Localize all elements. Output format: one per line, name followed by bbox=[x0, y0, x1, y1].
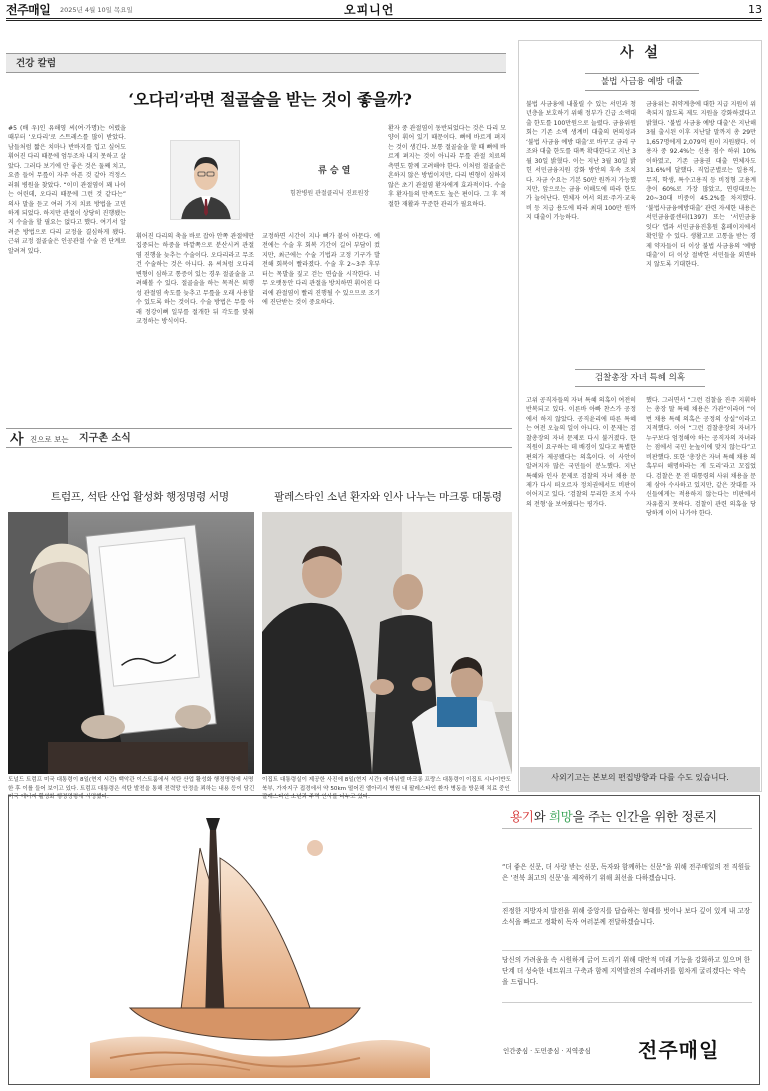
editorial-disclaimer: 사외기고는 본보의 편집방향과 다를 수도 있습니다. bbox=[551, 773, 729, 782]
ad-divider-2 bbox=[502, 950, 752, 951]
newspaper-logo: 전주매일 bbox=[6, 3, 51, 17]
photo-2-macron bbox=[262, 512, 512, 774]
author-portrait-icon bbox=[171, 141, 240, 220]
photo-news-tag-mid: 진으로 보는 bbox=[30, 435, 69, 444]
ad-headline-rest: 을 주는 인간을 위한 정론지 bbox=[572, 809, 717, 824]
editorial-2-text-a: 고위 공직자들의 자녀 특혜 의혹이 여전히 반복되고 있다. 이른바 아빠 찬스가 공정에서 하지 않았다. 공직윤리에 따른 특혜는 여전 오늘의 일이 아니다. 이 문제는 검찰총장의 자녀 문제로 다시 불거졌다. 한 직원이 요구하는 데 배경이 있다고 특별한 편의가 제공됐다는 의혹이다. 이 사안이 알려지자 많은 국민들이 분노했다. 지난 특혜와 인사 문제로 검찰의 자녀 채용 문제가 다시 떠오르자 정치권에서도 비판이 이어지고 있다. ‘검찰의 무리한 조치 수사의 전형’을 보여줬다는 평가다. bbox=[526, 397, 636, 508]
editorial-heading: 사 설 bbox=[620, 45, 661, 61]
editorial-1-text-a: 불법 사금융에 내몰릴 수 있는 서민과 청년층을 보호하기 위해 정부가 긴급 소액대출 한도를 100만원으로 늘렸다. 금융위원회는 기존 소액 생계비 대출의 편의성과 ‘불법 사금융 예방 대출’로 바꾸고 금리 구조와 대출 한도를 대폭 확대한다고 지난 3월 30일 밝혔다. 이는 지난 3월 30일 밝힌 서민금융지원 강화 방안의 후속 조치다. 자금 수요는 기본 50만 원까지 가능했지만, 앞으로는 금융 이해도에 따라 한도가 늘어난다. 연체자 여서 의료·주거·교육비 등 지급 용도에 따라 최대 100만 원까지 대출이 가능하다. bbox=[526, 101, 636, 222]
editorial-sub2-rule-bottom bbox=[575, 386, 705, 387]
column-text-4: 환자 중 관절염이 동반되었다는 것은 다리 모양이 휘어 있기 때문이다. 뼈에 바르게 펴지는 것이 생긴다. 보통 절골술을 할 때 뼈에 바르게 펴지는 것이 아니라 무릎 관절 치료의 측면도 함께 고려해야 한다. 이처럼 절골술은 흔하지 않은 방법이지만, 다리 변형이 심하지 않은 초기 관절염 환자에게 효과적이다. 수술 후 환자들의 만족도도 높은 편이다. 그 후 적절한 재활과 꾸준한 관리가 필요하다. bbox=[388, 125, 506, 208]
editorial-sub-rule-bottom bbox=[585, 90, 699, 91]
ad-headline-hope: 희망 bbox=[549, 809, 573, 824]
column-text-1: #5 (배 우)인 유해영 씨(여·가명)는 어렸을 때부터 ‘오다리’로 스트레스를 많이 받았다. 남들처럼 짧은 치마나 반바지를 입고 싶어도 휘어진 다리 때문에 엄두조차 내지 못하고 살았다. 그러다 보기에 안 좋은 것은 둘째 치고, 요즘 들어 무릎이 자주 아픈 것 같아 걱정스러워 병원을 찾았다. “이미 관절염이 꽤 나이는 어린데, 오다리 때문에 그런 것 같다는” 의사 말을 듣고 여러 가지 치료 방법을 고민하게 되었다. 하지만 관절이 상당히 진행됐는지 수술을 할 필요는 없다고 했다. 여기서 알려준 방법으로 다리 교정을 결심하게 됐다. 근위 교정 절골술은 인공관절 수술 전 단계로 알려져 있다. bbox=[8, 125, 126, 255]
photo-news-tag-bar bbox=[6, 428, 512, 448]
ad-headline-rule bbox=[502, 828, 752, 829]
ad-logo: 전주매일 bbox=[638, 1038, 720, 1062]
column-title: ‘오다리’라면 절골술을 받는 것이 좋을까? bbox=[128, 90, 412, 109]
photo-news-tag-initial: 사 bbox=[10, 432, 24, 448]
photo-2-caption: 이집트 대통령실이 제공한 사진에 8일(현지 시간) 에마뉘엘 마크롱 프랑스 대통령이 이집트 시나이반도 북부, 가자지구 접경에서 약 50km 떨어진 엘아리시 병원 내 팔레스타인 환자 병동을 방문해 치료 중인 팔레스타인 소년과 주먹 인사를 나누고 있다. bbox=[262, 777, 512, 801]
author-photo bbox=[170, 140, 240, 220]
ad-divider-1 bbox=[502, 902, 752, 903]
photo-1-title: 트럼프, 석탄 산업 활성화 행정명령 서명 bbox=[51, 491, 229, 503]
ad-divider-3 bbox=[502, 1002, 752, 1003]
column-text-3: 교정하면 시간이 지나 뼈가 붙어 아문다. 예전에는 수술 후 회복 기간이 길어 부담이 컸지만, 최근에는 수술 기법과 고정 기구가 발전해 회복이 빨라졌다. 수술 후 2~3주 후부터는 목발을 짚고 걷는 연습을 시작한다. 너무 오랫동안 다리 관절을 방치하면 휘어진 다리에 관절염이 빨리 진행될 수 있으므로 조기에 진단받는 것이 중요하다. bbox=[262, 233, 380, 307]
photo-1-caption: 도널드 트럼프 미국 대통령이 8일(현지 시간) 백악관 이스트룸에서 석탄 산업 활성화 행정명령에 서명한 후 이를 들어 보이고 있다. 트럼프 대통령은 석탄 발전을 통해 전력망 안정을 꾀하는 내용 등이 담긴 미국 에너지 활성화 행정명령에 서명했다. bbox=[8, 777, 255, 801]
ad-paragraph-2: 진정한 지방자치 발전을 위해 중앙지를 답습하는 형태를 벗어나 보다 깊이 있게 내 고장 소식을 빠르고 정확히 독자 여러분께 전달하겠습니다. bbox=[502, 907, 751, 926]
author-name: 류 승 열 bbox=[318, 166, 351, 176]
section-title: 오피니언 bbox=[344, 3, 395, 17]
macron-hospital-photo-icon bbox=[262, 512, 512, 774]
photo-news-tag-main: 지구촌 소식 bbox=[79, 433, 131, 444]
column-tag: 건강 칼럼 bbox=[16, 58, 57, 69]
ad-slogan: 인간중심 · 도민중심 · 지역중심 bbox=[503, 1047, 591, 1055]
editorial-disclaimer-bar bbox=[520, 767, 760, 791]
editorial-subtitle-1: 불법 사금융 예방 대출 bbox=[600, 77, 683, 87]
ad-paragraph-1: “더 좋은 신문, 더 사랑 받는 신문, 독자와 함께하는 신문”을 위해 전주매일의 전 직원들은 ‘전북 최고의 신문’을 제작하기 위해 최선을 다하겠습니다. bbox=[502, 863, 751, 882]
column-text-2: 휘어진 다리의 축을 바로 잡아 안쪽 관절에만 집중되는 하중을 바깥쪽으로 분산시켜 관절염 진행을 늦추는 수술이다. 오다리라고 무조건 수술하는 것은 아니다. 유 씨처럼 오다리 변형이 심하고 통증이 있는 경우 절골술을 고려해볼 수 있다. 절골술을 하는 목적은 퇴행성 관절염 속도를 늦추고 무릎을 오래 사용할 수 있도록 하는 것이다. 수술 방법은 무릎 아래 정강이뼈 일부를 절개한 뒤 각도를 맞춰 교정하는 방식이다. bbox=[136, 233, 254, 325]
photo-2-title: 팔레스타인 소년 환자와 인사 나누는 마크롱 대통령 bbox=[274, 491, 502, 503]
ad-headline-and: 와 bbox=[533, 809, 550, 824]
editorial-1-text-b: 금융위는 취약계층에 대한 지급 지원이 위축되지 않도록 제도 지원을 강화하겠다고 밝혔다. ‘불법 사금융 예방 대출’은 지난해 3월 출시된 이후 지난달 말까지 총 29만 1,657명에게 2,079억 원이 지원됐다. 이용자 중 92.4%는 신용 점수 하위 10% 이하였고, 기존 금융권 대출 연체자도 31.6%에 달했다. 직업군별로는 일용직, 무직, 학생, 특수고용직 등 비정형 고용계층이 60%로 가장 많았고, 연령대로는 20~30대 비중이 45.2%를 차지했다. ‘불법사금융예방대출’ 관련 자세한 내용은 서민금융콜센터(1397) 또는 ‘서민금융 잇다’ 앱과 서민금융진흥원 홈페이지에서 확인할 수 있다. 생활고로 고통을 받는 경제 약자들이 더 이상 불법 사금융의 ‘예방 대출’이 더 이상 절박한 서민들을 외면하지 않도록 기대한다. bbox=[646, 101, 756, 269]
editorial-2-text-b: 했다. 그러면서 “그런 검찰을 진주 지휘하는 총장 딸 특혜 채용은 가관”이라며 “이번 채용 특혜 의혹은 공정의 상실”이라고 지적했다. 이어 “그런 검찰총장의 자녀가 누구보다 엄정해야 하는 공직자의 자녀라는 점에서 국민 눈높이에 맞지 않는다”고 비판했다. 또한 ‘총장은 자녀 특혜 채용 의혹부터 해명하라는 게 도리’라고 꼬집었다. 검찰은 문 전 대통령의 사위 채용을 문제 삼아 수사하고 있지만, 같은 잣대를 자신들에게는 적용하지 않는다는 비판에서 자유롭지 못하다. 검찰이 관련 의혹을 당당하게 이어 나가야 한다. bbox=[646, 397, 756, 518]
ad-illustration bbox=[30, 808, 490, 1078]
editorial-sub2-rule-top bbox=[575, 369, 705, 370]
trump-signing-photo-icon bbox=[8, 512, 254, 774]
editorial-sub-rule-top bbox=[585, 73, 699, 74]
issue-date: 2025년 4월 10일 목요일 bbox=[60, 6, 133, 14]
header-rule bbox=[6, 18, 762, 19]
author-affiliation: 힘찬병원 관절클리닉 진료원장 bbox=[290, 190, 370, 197]
header-rule-thin bbox=[6, 20, 762, 21]
ad-paragraph-3: 당신의 가려움을 속 시원하게 긁어 드리기 위해 대안적 미래 기능을 강화하고 있으며 한 단계 더 성숙한 네트워크 구축과 함께 지역발전의 수레바퀴를 힘차게 굴리겠다는 약속을 드립니다. bbox=[502, 956, 751, 986]
ad-headline-courage: 용기 bbox=[510, 809, 534, 824]
editorial-subtitle-2: 검찰총장 자녀 특혜 의혹 bbox=[594, 373, 686, 383]
ad-headline bbox=[510, 808, 717, 826]
page-number: 13 bbox=[748, 3, 762, 16]
sailing-ship-pen-icon bbox=[30, 808, 490, 1078]
column-tag-bar bbox=[6, 53, 506, 73]
photo-1-trump bbox=[8, 512, 254, 774]
